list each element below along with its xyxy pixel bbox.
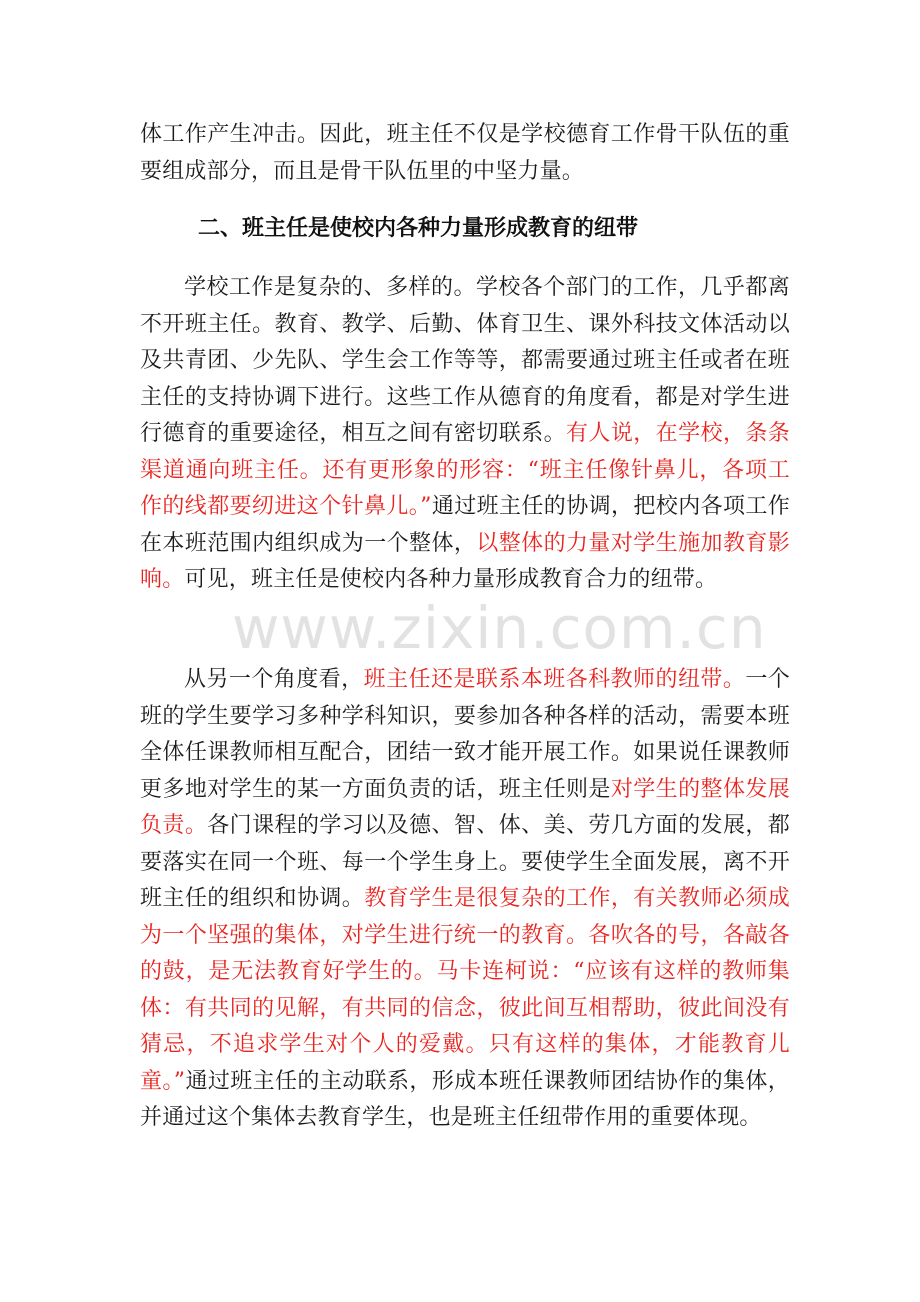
paragraph-coordination-text-1: 学校工作是复杂的、多样的。学校各个部门的工作，几乎都离不开班主任。教育、教学、后勤、体育卫生、课外科技文体活动以及共青团、少先队、学生会工作等等，都需要通过班主任或者在班主任的支持协调下进行。这些工作从德育的角度看，都是对学生进行德育的重要途径，相互之间有密切联系。 [140, 275, 790, 446]
paragraph-teachers-text-3: 各门课程的学习以及德、智、体、美、劳几方面的发展，都要落实在同一个班、每一个学生身上。要使学生全面发展，离不开班主任的组织和协调。 [140, 813, 790, 911]
paragraph-coordination [140, 270, 790, 599]
paragraph-coordination-highlight-1: 有人说，在学校，条条渠道通向班主任。还有更形象的形容：“班主任像针鼻儿，各项工作的线都要纫进这个针鼻儿。” [140, 421, 790, 519]
paragraph-teachers-text-2: 一个班的学生要学习多种学科知识，要参加各种各样的活动，需要本班全体任课教师相互配合，团结一致才能开展工作。如果说任课教师更多地对学生的某一方面负责的话，班主任则是 [140, 667, 790, 802]
paragraph-intro-text: 体工作产生冲击。因此，班主任不仅是学校德育工作骨干队伍的重要组成部分，而且是骨干队伍里的中坚力量。 [140, 122, 790, 184]
paragraph-coordination-text-2: 通过班主任的协调，把校内各项工作在本班范围内组织成为一个整体， [140, 494, 790, 556]
paragraph-teachers-highlight-1: 班主任还是联系本班各科教师的纽带。 [363, 667, 746, 692]
paragraph-teachers [140, 662, 790, 1137]
paragraph-intro [140, 117, 790, 190]
paragraph-coordination-highlight-2: 以整体的力量对学生施加教育影响。 [140, 530, 790, 592]
paragraph-teachers-text-4: 通过班主任的主动联系，形成本班任课教师团结协作的集体，并通过这个集体去教育学生，也是班主任纽带作用的重要体现。 [140, 1068, 790, 1130]
section-heading: 二、班主任是使校内各种力量形成教育的纽带 [198, 216, 639, 241]
paragraph-coordination-text-3: 可见，班主任是使校内各种力量形成教育合力的纽带。 [184, 567, 718, 592]
paragraph-teachers-highlight-3: 教育学生是很复杂的工作，有关教师必须成为一个坚强的集体，对学生进行统一的教育。各吹各的号，各敲各的鼓，是无法教育好学生的。马卡连柯说：“应该有这样的教师集体：有共同的见解，有共同的信念，彼此间互相帮助，彼此间没有猜忌，不追求学生对个人的爱戴。只有这样的集体，才能教育儿童。” [140, 886, 790, 1094]
paragraph-teachers-highlight-2: 对学生的整体发展负责。 [140, 776, 790, 838]
watermark: www.zixin.com.cn [232, 594, 767, 662]
paragraph-teachers-text-1: 从另一个角度看， [184, 667, 364, 692]
